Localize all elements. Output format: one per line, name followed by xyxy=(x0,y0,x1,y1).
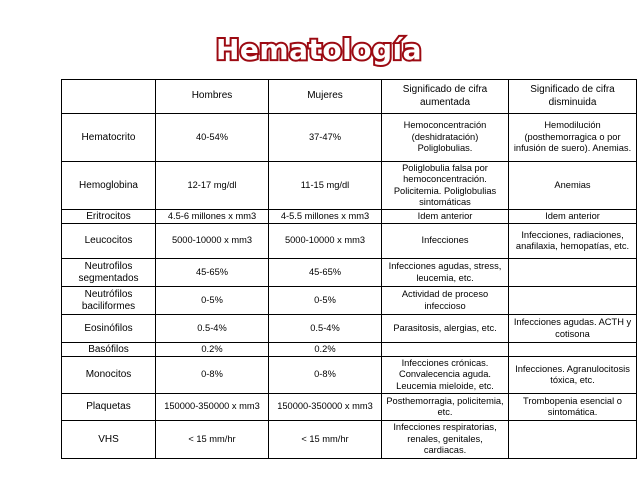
cell-aumentada: Parasitosis, alergias, etc. xyxy=(382,315,509,343)
header-disminuida: Significado de cifra disminuida xyxy=(509,80,637,114)
cell-disminuida: Hemodilución (posthemorragica o por infusión de suero). Anemias. xyxy=(509,114,637,162)
cell-mujeres: 11-15 mg/dl xyxy=(269,162,382,210)
cell-mujeres: 0.5-4% xyxy=(269,315,382,343)
cell-aumentada: Idem anterior xyxy=(382,210,509,224)
row-label: Plaquetas xyxy=(62,394,156,421)
cell-hombres: 0-8% xyxy=(156,357,269,394)
row-label: Basófilos xyxy=(62,343,156,357)
cell-disminuida: Anemias xyxy=(509,162,637,210)
table-row xyxy=(62,357,637,394)
cell-hombres: 4.5-6 millones x mm3 xyxy=(156,210,269,224)
table-row xyxy=(62,287,637,315)
table-row xyxy=(62,224,637,259)
row-label: Eosinófilos xyxy=(62,315,156,343)
cell-mujeres: 0-5% xyxy=(269,287,382,315)
table-row xyxy=(62,162,637,210)
cell-mujeres: 0-8% xyxy=(269,357,382,394)
row-label: Hematocrito xyxy=(62,114,156,162)
cell-mujeres: < 15 mm/hr xyxy=(269,421,382,459)
cell-hombres: 0.2% xyxy=(156,343,269,357)
cell-hombres: 150000-350000 x mm3 xyxy=(156,394,269,421)
cell-disminuida: Infecciones, radiaciones, anafilaxia, hemopatías, etc. xyxy=(509,224,637,259)
table-row xyxy=(62,114,637,162)
cell-disminuida: Idem anterior xyxy=(509,210,637,224)
table-row xyxy=(62,343,637,357)
cell-disminuida: Infecciones agudas. ACTH y cotisona xyxy=(509,315,637,343)
cell-aumentada: Posthemorragia, policitemia, etc. xyxy=(382,394,509,421)
header-mujeres: Mujeres xyxy=(269,80,382,114)
cell-aumentada: Infecciones agudas, stress, leucemia, etc. xyxy=(382,259,509,287)
row-label: Eritrocitos xyxy=(62,210,156,224)
row-label: Hemoglobina xyxy=(62,162,156,210)
cell-aumentada: Actividad de proceso infeccioso xyxy=(382,287,509,315)
cell-mujeres: 45-65% xyxy=(269,259,382,287)
cell-aumentada: Hemoconcentración (deshidratación) Poliglobulias. xyxy=(382,114,509,162)
header-empty xyxy=(62,80,156,114)
cell-mujeres: 37-47% xyxy=(269,114,382,162)
cell-mujeres: 4-5.5 millones x mm3 xyxy=(269,210,382,224)
hematology-table xyxy=(61,79,637,459)
cell-disminuida xyxy=(509,259,637,287)
cell-disminuida xyxy=(509,287,637,315)
table-row xyxy=(62,315,637,343)
cell-hombres: 0.5-4% xyxy=(156,315,269,343)
cell-hombres: 5000-10000 x mm3 xyxy=(156,224,269,259)
cell-hombres: 0-5% xyxy=(156,287,269,315)
row-label: Neutrofilos segmentados xyxy=(62,259,156,287)
header-row xyxy=(62,80,637,114)
cell-aumentada: Infecciones xyxy=(382,224,509,259)
table-row xyxy=(62,210,637,224)
page-title: Hematología xyxy=(216,33,422,66)
table-row xyxy=(62,259,637,287)
row-label: VHS xyxy=(62,421,156,459)
header-hombres: Hombres xyxy=(156,80,269,114)
table-row xyxy=(62,421,637,459)
cell-disminuida: Trombopenia esencial o sintomática. xyxy=(509,394,637,421)
row-label: Neutrófilos baciliformes xyxy=(62,287,156,315)
row-label: Leucocitos xyxy=(62,224,156,259)
cell-aumentada: Poliglobulia falsa por hemoconcentración. Policitemia. Poliglobulias sintomáticas xyxy=(382,162,509,210)
cell-mujeres: 5000-10000 x mm3 xyxy=(269,224,382,259)
cell-aumentada: Infecciones crónicas. Convalecencia aguda. Leucemia mieloide, etc. xyxy=(382,357,509,394)
header-aumentada: Significado de cifra aumentada xyxy=(382,80,509,114)
cell-mujeres: 150000-350000 x mm3 xyxy=(269,394,382,421)
cell-hombres: 40-54% xyxy=(156,114,269,162)
cell-hombres: 12-17 mg/dl xyxy=(156,162,269,210)
cell-mujeres: 0.2% xyxy=(269,343,382,357)
cell-hombres: 45-65% xyxy=(156,259,269,287)
cell-aumentada xyxy=(382,343,509,357)
cell-hombres: < 15 mm/hr xyxy=(156,421,269,459)
row-label: Monocitos xyxy=(62,357,156,394)
cell-aumentada: Infecciones respiratorias, renales, genitales, cardiacas. xyxy=(382,421,509,459)
cell-disminuida: Infecciones. Agranulocitosis tóxica, etc. xyxy=(509,357,637,394)
cell-disminuida xyxy=(509,343,637,357)
table-row xyxy=(62,394,637,421)
cell-disminuida xyxy=(509,421,637,459)
